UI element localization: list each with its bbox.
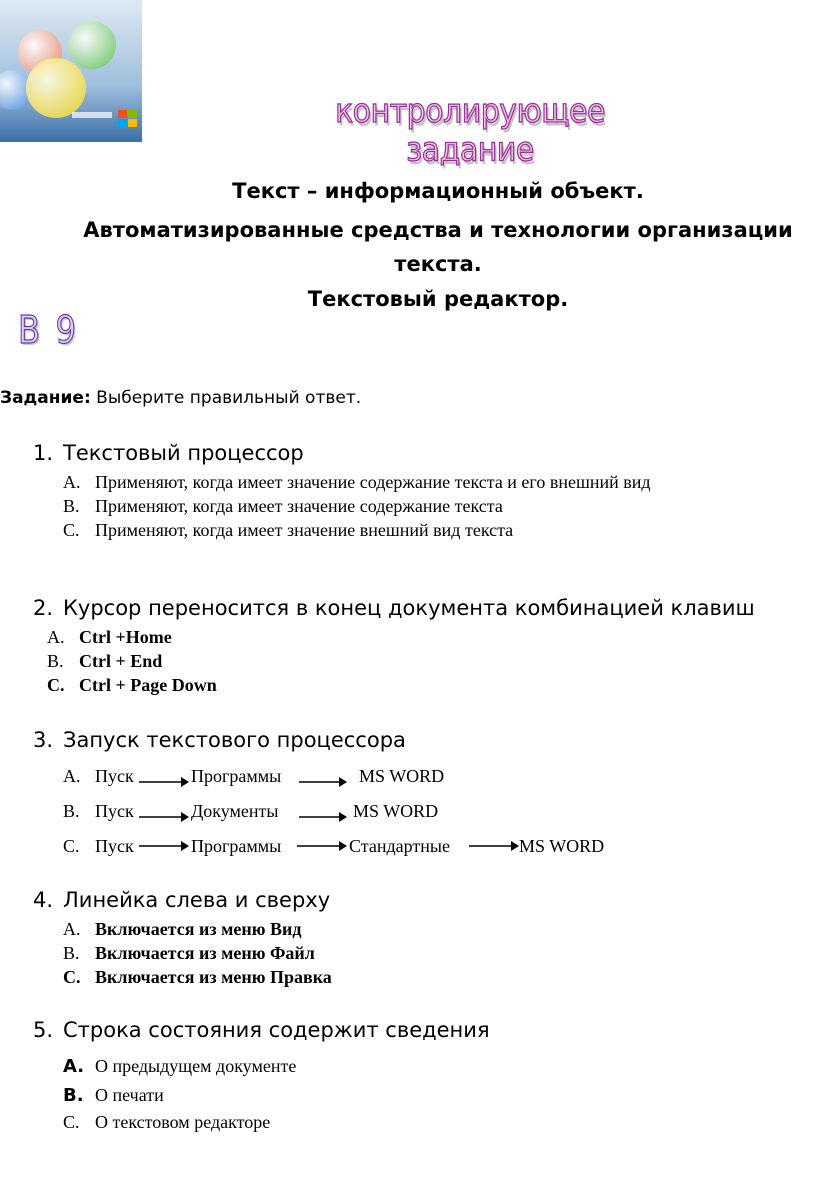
- path-step: Стандартные: [349, 836, 450, 856]
- option-c: [63, 518, 651, 542]
- path-step: Пуск: [95, 801, 134, 821]
- question-text: Текстовый процессор: [63, 441, 304, 465]
- option-text: О предыдущем документе: [95, 1056, 297, 1076]
- question-3-option-b: [63, 801, 663, 827]
- option-letter: B.: [63, 496, 80, 516]
- option-text: Ctrl + End: [79, 651, 163, 671]
- question-5: [33, 1018, 490, 1042]
- question-number: 4.: [33, 888, 54, 912]
- question-3: [33, 728, 406, 752]
- option-b: [63, 1081, 296, 1110]
- option-letter: B.: [63, 1085, 84, 1106]
- task-label: Задание:: [0, 388, 91, 408]
- question-1: [33, 441, 304, 465]
- variant-badge: В 9: [18, 308, 79, 352]
- windows-logo-image: [0, 0, 142, 142]
- path-step: MS WORD: [359, 766, 445, 786]
- question-number: 2.: [33, 596, 54, 620]
- option-text: Ctrl + Page Down: [79, 675, 217, 695]
- option-text: Включается из меню Файл: [95, 943, 315, 963]
- option-letter: C.: [63, 1112, 80, 1132]
- title-line-3: текста.: [394, 252, 482, 276]
- title-line-1: Текст – информационный объект.: [232, 179, 644, 203]
- option-letter: B.: [63, 943, 80, 963]
- task-instruction: [0, 388, 361, 408]
- arrow-right-icon: [139, 766, 189, 792]
- question-5-options: [63, 1052, 296, 1134]
- option-c: [63, 965, 332, 989]
- question-number: 1.: [33, 441, 54, 465]
- question-1-options: [63, 470, 651, 542]
- arrow-right-icon: [139, 801, 189, 827]
- option-text: О печати: [95, 1085, 164, 1105]
- arrow-right-icon: [469, 836, 519, 862]
- option-text: Применяют, когда имеет значение содержание текста и его внешний вид: [95, 472, 651, 492]
- option-c: [63, 1110, 296, 1134]
- option-text: Включается из меню Вид: [95, 919, 302, 939]
- option-letter: A.: [63, 1056, 85, 1077]
- option-letter: C.: [63, 520, 80, 540]
- question-number: 3.: [33, 728, 54, 752]
- arrow-right-icon: [139, 836, 189, 862]
- option-text: Применяют, когда имеет значение содержание текста: [95, 496, 503, 516]
- question-2: [33, 596, 755, 620]
- question-text: Курсор переносится в конец документа комбинацией клавиш: [63, 596, 755, 620]
- option-text: Включается из меню Правка: [95, 967, 332, 987]
- question-4-options: [63, 917, 332, 989]
- option-letter: C.: [47, 675, 65, 695]
- option-a: [63, 1052, 296, 1081]
- question-text: Запуск текстового процессора: [63, 728, 406, 752]
- option-a: [63, 917, 332, 941]
- option-letter: A.: [63, 766, 81, 786]
- question-text: Линейка слева и сверху: [63, 888, 331, 912]
- option-text: Ctrl +Home: [79, 627, 172, 647]
- option-a: [63, 470, 651, 494]
- arrow-right-icon: [299, 801, 347, 827]
- arrow-right-icon: [299, 766, 347, 792]
- path-step: Пуск: [95, 766, 134, 786]
- question-3-option-a: [63, 766, 663, 792]
- question-3-option-c: [63, 836, 663, 862]
- option-a: [47, 625, 217, 649]
- path-step: Пуск: [95, 836, 134, 856]
- option-b: [63, 941, 332, 965]
- question-number: 5.: [33, 1018, 54, 1042]
- path-step: Документы: [191, 801, 279, 821]
- option-letter: C.: [63, 836, 80, 856]
- option-letter: A.: [63, 919, 81, 939]
- option-letter: B.: [63, 801, 80, 821]
- option-letter: C.: [63, 967, 81, 987]
- option-letter: A.: [47, 627, 65, 647]
- option-b: [47, 649, 217, 673]
- path-step: MS WORD: [519, 836, 605, 856]
- option-b: [63, 494, 651, 518]
- path-step: Программы: [191, 836, 282, 856]
- option-c: [47, 673, 217, 697]
- path-step: MS WORD: [353, 801, 439, 821]
- option-text: Применяют, когда имеет значение внешний вид текста: [95, 520, 514, 540]
- title-line-4: Текстовый редактор.: [307, 287, 569, 311]
- wordart-heading: контролирующее задание: [335, 92, 605, 170]
- question-text: Строка состояния содержит сведения: [63, 1018, 490, 1042]
- option-text: О текстовом редакторе: [95, 1112, 271, 1132]
- option-letter: B.: [47, 651, 64, 671]
- title-line-2: Автоматизированные средства и технологии организации: [83, 218, 793, 242]
- question-2-options: [47, 625, 217, 697]
- task-text: Выберите правильный ответ.: [90, 388, 362, 408]
- arrow-right-icon: [297, 836, 347, 862]
- path-step: Программы: [191, 766, 282, 786]
- question-4: [33, 888, 330, 912]
- option-letter: A.: [63, 472, 81, 492]
